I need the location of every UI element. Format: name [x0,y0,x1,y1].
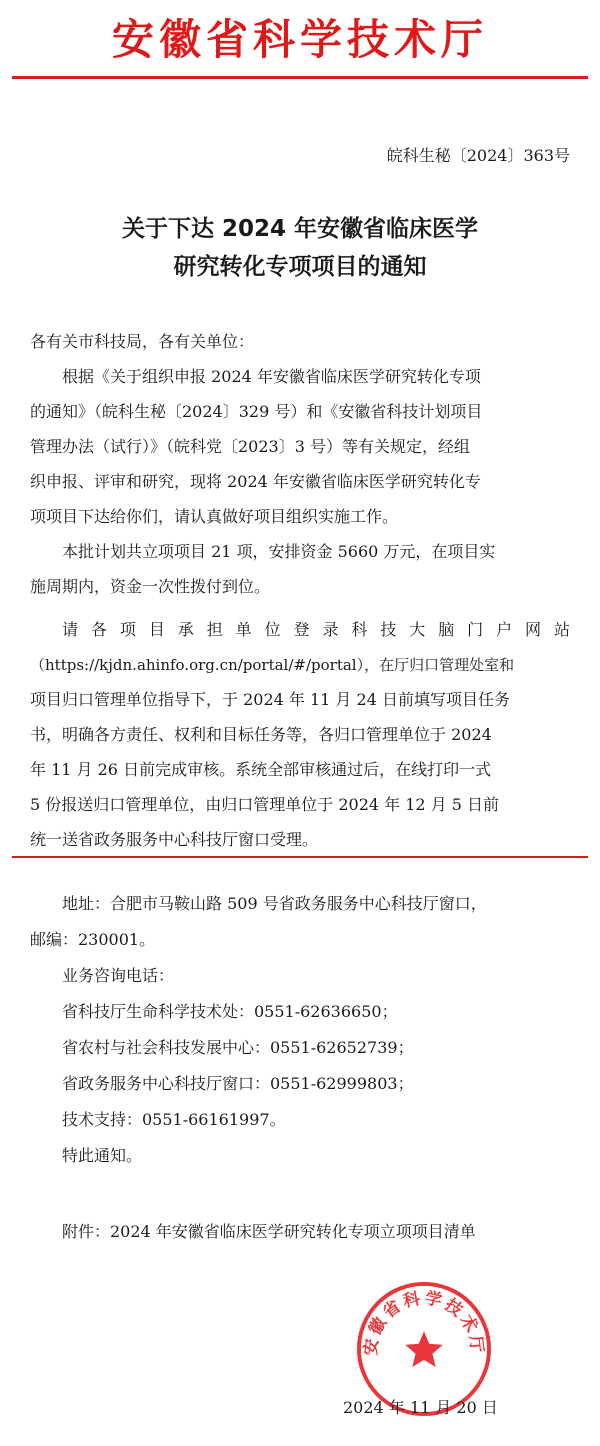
para3-line: 书，明确各方责任、权利和目标任务等，各归口管理单位于 2024 [30,725,492,744]
postcode-line: 邮编：230001。 [30,930,156,949]
address-line: 地址：合肥市马鞍山路 509 号省政务服务中心科技厅窗口， [62,894,487,913]
header-red-rule [12,76,588,79]
title-line-2: 研究转化专项项目的通知 [173,254,427,280]
title-line-1: 关于下达 2024 年安徽省临床医学 [121,216,479,242]
svg-text:安徽省科学技术厅: 安徽省科学技术厅 [359,1287,489,1357]
phone-line: 省政务服务中心科技厅窗口：0551-62999803； [62,1074,414,1093]
para1-line: 项项目下达给你们，请认真做好项目组织实施工作。 [30,507,399,526]
phone-line: 技术支持：0551-66161997。 [62,1110,286,1129]
phone-heading: 业务咨询电话： [62,966,175,985]
para1-line: 织申报、评审和研究，现将 2024 年安徽省临床医学研究转化专 [30,472,481,491]
phone-line: 省科技厅生命科学技术处：0551-62636650； [62,1002,398,1021]
para2-line: 施周期内，资金一次性拨付到位。 [30,577,271,596]
attachment-line: 附件：2024 年安徽省临床医学研究转化专项立项项目清单 [62,1222,476,1241]
salutation: 各有关市科技局，各有关单位： [30,332,255,351]
para1-line: 根据《关于组织申报 2024 年安徽省临床医学研究转化专项 [62,367,481,386]
para1-line: 的通知》（皖科生秘〔2024〕329 号）和《安徽省科技计划项目 [30,402,483,421]
para3-line: 统一送省政务服务中心科技厅窗口受理。 [30,830,319,849]
document-number: 皖科生秘〔2024〕363号 [386,146,570,165]
para3-line: 请各项目承担单位登录科技大脑门户网站 [62,620,570,639]
para3-line: 年 11 月 26 日前完成审核。系统全部审核通过后，在线打印一式 [30,760,492,779]
closing-text: 特此通知。 [62,1146,143,1165]
org-header: 安徽省科学技术厅 [111,15,488,64]
signing-date: 2024 年 11 月 20 日 [343,1398,498,1417]
para3-line: 5 份报送归口管理单位，由归口管理单位于 2024 年 12 月 5 日前 [30,795,500,814]
para3-line: 项目归口管理单位指导下，于 2024 年 11 月 24 日前填写项目任务 [30,690,510,709]
document-title [0,210,600,286]
divider-red-rule [12,856,588,858]
para2-line: 本批计划共立项项目 21 项，安排资金 5660 万元，在项目实 [62,542,496,561]
phone-line: 省农村与社会科技发展中心：0551-62652739； [62,1038,414,1057]
para1-line: 管理办法（试行）》（皖科党〔2023〕3 号）等有关规定，经组 [30,437,470,456]
para3-line: （https://kjdn.ahinfo.org.cn/portal/#/portal），在厅归口管理处室和 [30,656,515,674]
